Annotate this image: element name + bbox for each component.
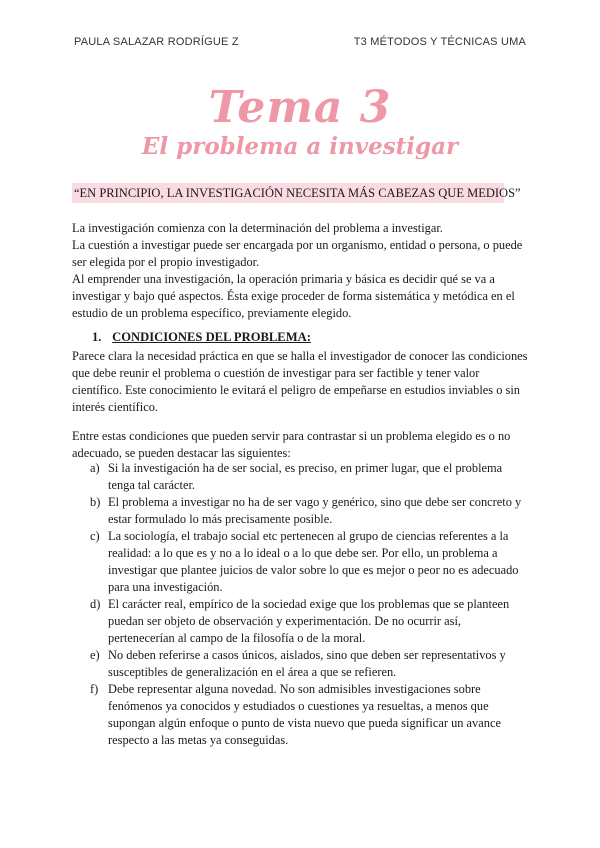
section-paragraph-2 (72, 428, 528, 462)
header-course: T3 MÉTODOS Y TÉCNICAS UMA (353, 36, 526, 48)
list-item (90, 460, 528, 494)
conditions-list (90, 460, 528, 749)
header-author: PAULA SALAZAR RODRÍGUE Z (74, 36, 239, 48)
intro-paragraph: Al emprender una investigación, la operación primaria y básica es decidir qué se va a investigar y bajo qué aspectos. Ésta exige proceder de forma sistemática y metódica en el estudio de un problema específico, previamente elegido. (72, 272, 515, 320)
paragraph-text: Entre estas condiciones que pueden servir para contrastar si un problema elegido es o no adecuado, se pueden destacar las siguientes: (72, 429, 511, 460)
list-marker: e) (90, 648, 100, 662)
list-marker: a) (90, 461, 100, 475)
list-marker: d) (90, 597, 101, 611)
list-marker: b) (90, 495, 101, 509)
intro-paragraph: La investigación comienza con la determinación del problema a investigar. (72, 221, 443, 235)
list-marker: f) (90, 682, 99, 696)
section-heading (92, 330, 311, 345)
title-subtitle: El problema a investigar (141, 133, 459, 160)
list-marker: c) (90, 529, 100, 543)
list-item (90, 647, 528, 681)
section-number: 1. (92, 330, 102, 344)
intro-block (72, 220, 528, 322)
section-paragraph-1 (72, 348, 528, 416)
list-item (90, 494, 528, 528)
list-item-text: El problema a investigar no ha de ser vago y genérico, sino que debe ser concreto y estar formulado lo más precisamente posible. (108, 495, 522, 526)
list-item-text: No deben referirse a casos únicos, aislados, sino que deben ser representativos y susceptibles de generalización en el área a que se refieren. (108, 648, 506, 679)
section-title: CONDICIONES DEL PROBLEMA: (112, 330, 311, 344)
list-item-text: La sociología, el trabajo social etc pertenecen al grupo de ciencias referentes a la realidad: a lo que es y no a lo ideal o a lo que debe ser. Por ello, un problema a investigar que plantee juicios de valor sobre lo que es mejor o peor no es adecuado para una investigación. (108, 529, 519, 594)
list-item-text: El carácter real, empírico de la sociedad exige que los problemas que se planteen puedan ser objeto de observación y experimentación. De no ocurrir así, pertenecerían al campo de la filosofía o de la moral. (108, 597, 510, 645)
title-main: Tema 3 (208, 82, 392, 133)
list-item-text: Debe representar alguna novedad. No son admisibles investigaciones sobre fenómenos ya conocidos y estudiados o cuestiones ya resueltas, a menos que supongan algún enfoque o punto de vista nuevo que pueda significar un avance respecto a las metas ya conseguidas. (108, 682, 501, 747)
list-item (90, 596, 528, 647)
list-item-text: Si la investigación ha de ser social, es preciso, en primer lugar, que el problema tenga tal carácter. (108, 461, 503, 492)
list-item (90, 681, 528, 749)
paragraph-text: Parece clara la necesidad práctica en que se halla el investigador de conocer las condiciones que debe reunir el problema o cuestión de investigar para ser factible y tener valor científico. Este conocimiento le evitará el peligro de empeñarse en estudios inviables o sin interés científico. (72, 349, 528, 414)
highlighted-quote: “EN PRINCIPIO, LA INVESTIGACIÓN NECESITA MÁS CABEZAS QUE MEDIOS” (72, 183, 504, 203)
list-item (90, 528, 528, 596)
intro-paragraph: La cuestión a investigar puede ser encargada por un organismo, entidad o persona, o puede ser elegida por el propio investigador. (72, 238, 523, 269)
